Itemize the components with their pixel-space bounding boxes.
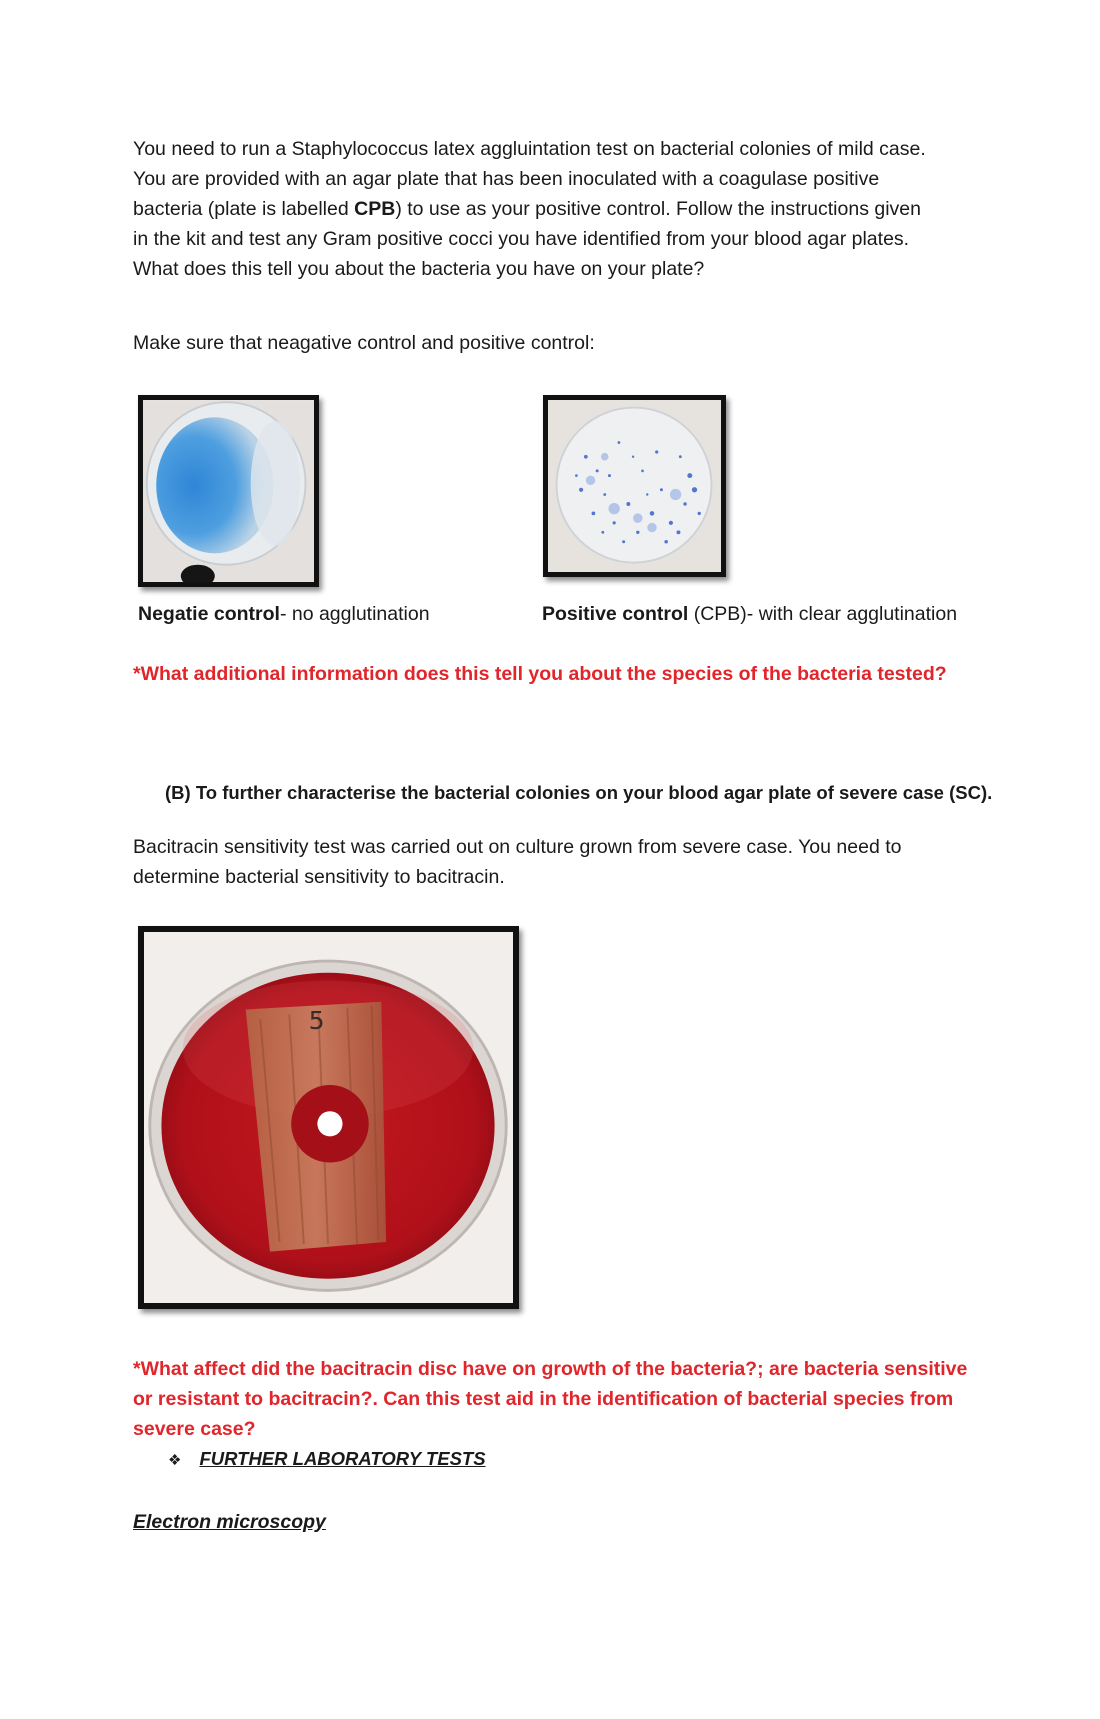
further-tests-item: ❖ FURTHER LABORATORY TESTS [168, 1448, 486, 1469]
intro-line: bacteria (plate is labelled CPB) to use as your positive control. Follow the instructions given [133, 198, 921, 220]
intro-line: in the kit and test any Gram positive cocci you have identified from your blood agar plates. [133, 228, 910, 250]
species-question: *What additional information does this tell you about the species of the bacteria tested? [133, 663, 947, 685]
positive-control-photo [543, 395, 726, 577]
four-diamond-bullet-icon: ❖ [168, 1452, 182, 1469]
controls-note: Make sure that neagative control and positive control: [133, 332, 595, 354]
bacitracin-paragraph: Bacitracin sensitivity test was carried out on culture grown from severe case. You need to determine bacterial sensitivity to bacitracin. [133, 836, 902, 888]
section-b-heading: (B) To further characterise the bacterial colonies on your blood agar plate of severe case (SC). [165, 782, 993, 803]
intro-line: You need to run a Staphylococcus latex aggluintation test on bacterial colonies of mild case. [133, 138, 926, 160]
intro-line: You are provided with an agar plate that has been inoculated with a coagulase positive [133, 168, 880, 190]
positive-control-caption: Positive control (CPB)- with clear agglutination [542, 603, 958, 625]
bacitracin-plate-photo [138, 926, 519, 1309]
negative-control-image [143, 400, 314, 582]
blood-agar-plate-image [144, 932, 513, 1303]
intro-line: What does this tell you about the bacteria you have on your plate? [133, 258, 705, 280]
negative-control-photo [138, 395, 319, 587]
negative-control-caption: Negatie control- no agglutination [138, 603, 430, 625]
bacitracin-question: *What affect did the bacitracin disc have on growth of the bacteria?; are bacteria sensitive or resistant to bacitracin?. Can this test aid in the identification of bacterial species from severe case? [133, 1358, 968, 1440]
plate-label: 5 [308, 1005, 325, 1035]
intro-paragraph [133, 134, 983, 284]
positive-control-image [548, 400, 721, 572]
electron-microscopy-heading: Electron microscopy [133, 1511, 326, 1533]
